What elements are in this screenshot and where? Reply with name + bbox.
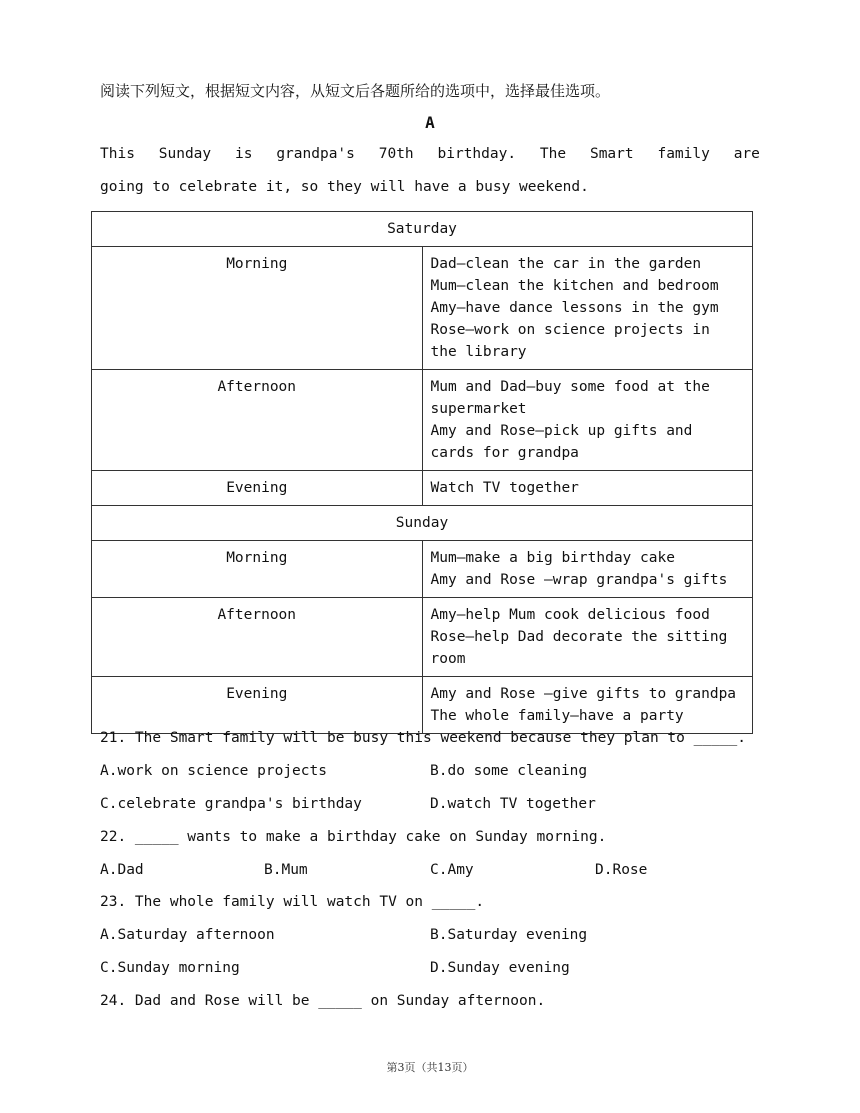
activity-line: Mum and Dad—buy some food at the supermarket — [430, 379, 710, 417]
activity-line: Amy—help Mum cook delicious food — [430, 607, 710, 623]
intro-word: The — [539, 146, 567, 162]
activity-line: Rose—help Dad decorate the sitting room — [430, 629, 728, 667]
table-row — [92, 598, 753, 677]
time-cell: Afternoon — [92, 370, 423, 471]
question-23-option-c[interactable]: C.Sunday morning — [100, 960, 240, 976]
time-cell: Evening — [92, 677, 423, 734]
question-21-option-d[interactable]: D.watch TV together — [430, 796, 596, 812]
question-23-stem: 23. The whole family will watch TV on _____. — [100, 894, 485, 910]
time-cell: Afternoon — [92, 598, 423, 677]
intro-line-1 — [100, 146, 760, 162]
intro-word: This — [100, 146, 135, 162]
question-22-option-c[interactable]: C.Amy — [430, 862, 474, 878]
table-row — [92, 677, 753, 734]
section-letter: A — [425, 113, 435, 132]
question-23-option-a[interactable]: A.Saturday afternoon — [100, 927, 275, 943]
time-cell: Morning — [92, 247, 423, 370]
question-24-stem: 24. Dad and Rose will be _____ on Sunday afternoon. — [100, 993, 546, 1009]
question-22-stem: 22. _____ wants to make a birthday cake on Sunday morning. — [100, 829, 607, 845]
activity-line: Mum—make a big birthday cake — [430, 550, 675, 566]
question-23-option-d[interactable]: D.Sunday evening — [430, 960, 570, 976]
activity-line: The whole family—have a party — [430, 708, 684, 724]
day-header-saturday: Saturday — [92, 212, 753, 247]
intro-line-2: going to celebrate it, so they will have a busy weekend. — [100, 179, 589, 195]
intro-word: Sunday — [158, 146, 212, 162]
activity-line: Amy—have dance lessons in the gym — [430, 300, 719, 316]
question-21-option-b[interactable]: B.do some cleaning — [430, 763, 588, 779]
activity-line: Amy and Rose —give gifts to grandpa — [430, 686, 737, 702]
activity-line: Watch TV together — [430, 480, 579, 496]
table-row — [92, 471, 753, 506]
activity-cell — [422, 677, 753, 734]
activity-line: Rose—work on science projects in the library — [430, 322, 710, 360]
activity-cell — [422, 247, 753, 370]
question-22-option-a[interactable]: A.Dad — [100, 862, 144, 878]
activity-line: Dad—clean the car in the garden — [430, 256, 702, 272]
table-row — [92, 541, 753, 598]
question-21-stem: 21. The Smart family will be busy this weekend because they plan to _____. — [100, 730, 747, 746]
intro-word: family — [657, 146, 710, 162]
question-22-option-d[interactable]: D.Rose — [595, 862, 648, 878]
schedule-table — [91, 211, 753, 734]
question-21-option-a[interactable]: A.work on science projects — [100, 763, 327, 779]
intro-word: Smart — [589, 146, 634, 162]
activity-cell — [422, 598, 753, 677]
instruction-text: 阅读下列短文，根据短文内容，从短文后各题所给的选项中，选择最佳选项。 — [100, 82, 611, 100]
intro-word: are — [733, 146, 760, 162]
sunday-header-row — [92, 506, 753, 541]
question-22-option-b[interactable]: B.Mum — [264, 862, 308, 878]
table-row — [92, 370, 753, 471]
time-cell: Evening — [92, 471, 423, 506]
day-header-sunday: Sunday — [92, 506, 753, 541]
intro-word: is — [235, 146, 253, 162]
question-23-option-b[interactable]: B.Saturday evening — [430, 927, 588, 943]
activity-cell — [422, 471, 753, 506]
activity-line: Amy and Rose—pick up gifts and cards for grandpa — [430, 423, 693, 461]
page-footer: 第3页（共13页） — [386, 1061, 474, 1074]
time-cell: Morning — [92, 541, 423, 598]
intro-word: grandpa's — [276, 146, 355, 162]
saturday-header-row — [92, 212, 753, 247]
table-row — [92, 247, 753, 370]
activity-cell — [422, 370, 753, 471]
intro-word: birthday. — [437, 146, 517, 162]
question-21-option-c[interactable]: C.celebrate grandpa's birthday — [100, 796, 362, 812]
activity-line: Mum—clean the kitchen and bedroom — [430, 278, 719, 294]
intro-word: 70th — [378, 146, 414, 162]
activity-line: Amy and Rose —wrap grandpa's gifts — [430, 572, 728, 588]
activity-cell — [422, 541, 753, 598]
